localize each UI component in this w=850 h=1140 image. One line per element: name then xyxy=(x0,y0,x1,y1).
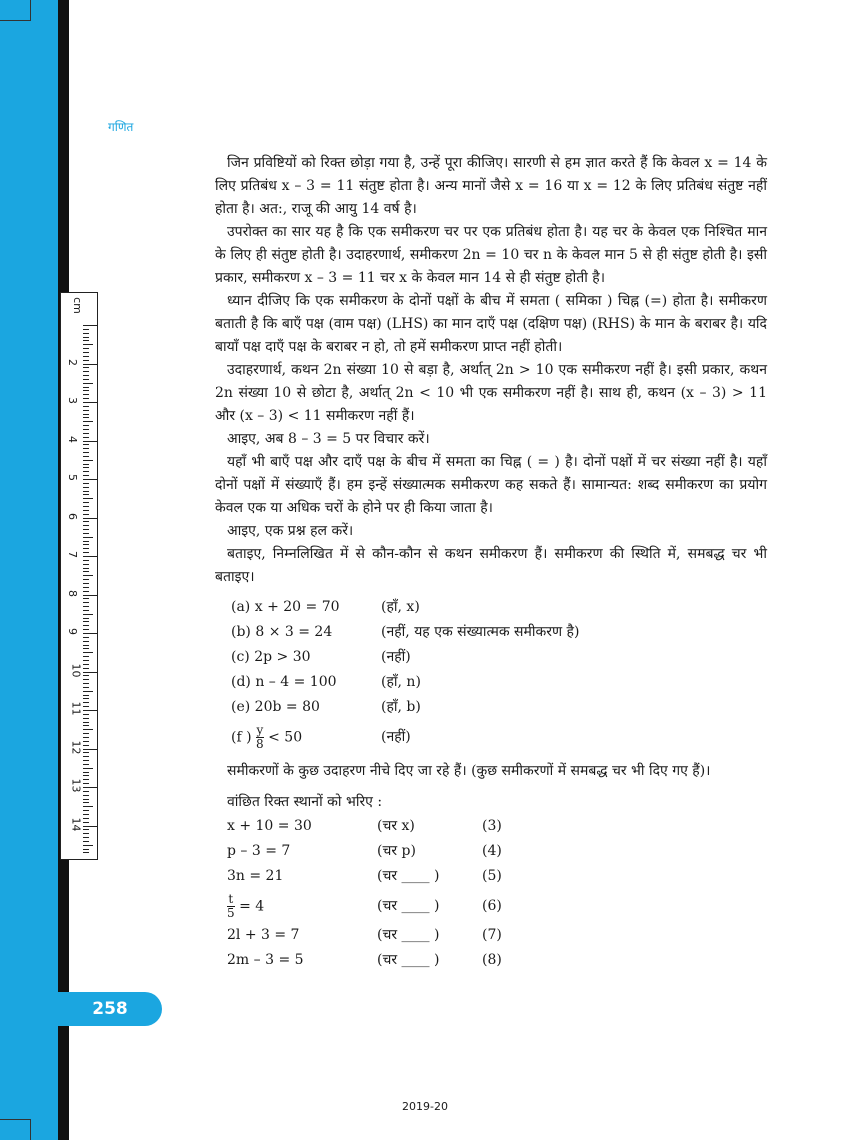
ruler-tick xyxy=(83,741,89,742)
ruler-tick xyxy=(83,491,89,492)
paragraph-3: ध्यान दीजिए कि एक समीकरण के दोनों पक्षों के बीच में समता ( समिका ) चिह्न (=) होता है। समीकरण बताती है कि बाएँ पक्ष (वाम पक्ष) (LHS) का मान दाएँ पक्ष (दक्षिण पक्ष) (RHS) के मान के बराबर है। यदि बायाँ पक्ष दाएँ पक्ष के बराबर न हो, तो हमें समीकरण प्राप्त नहीं होती। xyxy=(215,293,767,355)
ruler-tick xyxy=(83,710,97,711)
ruler-tick xyxy=(83,456,89,457)
ruler-tick xyxy=(83,675,89,676)
ruler-tick xyxy=(83,610,89,611)
paragraph-4: उदाहरणार्थ, कथन 2n संख्या 10 से बड़ा है, अर्थात् 2n > 10 एक समीकरण नहीं है। इसी प्रकार, कथन 2n संख्या 10 से छोटा है, अर्थात् 2n < 10 भी एक समीकरण नहीं है। साथ ही, कथन (x – 3) > 11 और (x – 3) < 11 समीकरण नहीं हैं। xyxy=(215,362,767,424)
ruler-tick xyxy=(83,371,89,372)
ruler-tick xyxy=(83,852,89,853)
ruler-tick xyxy=(83,360,89,361)
ruler-tick xyxy=(83,433,89,434)
statement-expression: (b) 8 × 3 = 24 xyxy=(231,624,333,640)
ruler-tick xyxy=(83,348,89,349)
statement-answer: (हाँ, n) xyxy=(381,674,421,690)
ruler-tick xyxy=(83,806,93,807)
ruler-tick xyxy=(83,437,89,438)
statement-answer: (नहीं) xyxy=(381,649,411,665)
ruler-tick xyxy=(83,375,89,376)
ruler-tick xyxy=(83,621,89,622)
ruler-tick xyxy=(83,564,89,565)
ruler-tick xyxy=(83,648,89,649)
ruler-tick xyxy=(83,660,89,661)
ruler-tick xyxy=(83,402,97,403)
fill-blanks-intro: वांछित रिक्त स्थानों को भरिए : xyxy=(227,794,383,810)
equation-row: 2l + 3 = 7 (चर ____ ) (7) xyxy=(227,927,502,943)
ruler-tick xyxy=(83,425,89,426)
examples-intro: समीकरणों के कुछ उदाहरण नीचे दिए जा रहे हैं। (कुछ समीकरणों में समबद्ध चर भी दिए गए हैं)। xyxy=(227,763,711,779)
ruler-tick xyxy=(83,421,93,422)
ruler-tick xyxy=(83,749,97,750)
ruler-tick xyxy=(83,518,97,519)
ruler-tick xyxy=(83,467,89,468)
ruler-tick xyxy=(83,529,89,530)
ruler-tick xyxy=(83,537,93,538)
statement-row xyxy=(231,720,767,754)
ruler-tick xyxy=(83,641,89,642)
ruler-tick xyxy=(83,810,89,811)
ruler-tick xyxy=(83,752,89,753)
statement-row xyxy=(231,645,767,670)
ruler-tick xyxy=(83,691,93,692)
ruler-tick xyxy=(83,637,89,638)
statement-answer: (नहीं) xyxy=(381,728,411,745)
ruler-tick xyxy=(83,602,89,603)
ruler-tick xyxy=(83,548,89,549)
ruler-tick xyxy=(83,329,89,330)
side-margin-band xyxy=(0,0,58,1140)
ruler-tick xyxy=(83,672,97,673)
equation-list xyxy=(215,814,767,973)
paragraph-1: जिन प्रविष्टियों को रिक्त छोड़ा गया है, उन्हें पूरा कीजिए। सारणी से हम ज्ञात करते हैं कि केवल x = 14 के लिए प्रतिबंध x – 3 = 11 संतुष्ट होता है। अन्य मानों जैसे x = 16 या x = 12 के लिए प्रतिबंध संतुष्ट नहीं होता है। अत:, राजू की आयु 14 वर्ष है। xyxy=(215,155,767,217)
ruler-tick xyxy=(83,344,93,345)
ruler-tick xyxy=(83,629,89,630)
statement-expression: (c) 2p > 30 xyxy=(231,649,311,665)
ruler-tick xyxy=(83,633,97,634)
ruler-tick xyxy=(83,340,89,341)
equation-row: $\frac{t}{5}$ = 4 (चर ____ ) (6) xyxy=(227,891,502,920)
ruler-tick xyxy=(83,510,89,511)
ruler-tick xyxy=(83,664,89,665)
ruler-number: 5 xyxy=(66,474,79,481)
statement-answer: (हाँ, b) xyxy=(381,699,421,715)
statement-row xyxy=(231,695,767,720)
ruler-tick xyxy=(83,487,89,488)
ruler-tick xyxy=(83,698,89,699)
ruler-tick xyxy=(83,471,89,472)
ruler-tick xyxy=(83,464,89,465)
ruler-tick xyxy=(83,795,89,796)
ruler-tick xyxy=(83,406,89,407)
ruler-tick xyxy=(83,845,93,846)
ruler-tick xyxy=(83,598,89,599)
ruler-tick xyxy=(83,760,89,761)
ruler-image xyxy=(60,292,98,860)
fraction: $\frac{y}{8}$ xyxy=(256,722,264,751)
ruler-tick xyxy=(83,775,89,776)
ruler-number: 7 xyxy=(66,551,79,558)
ruler-number: 3 xyxy=(66,397,79,404)
ruler-tick xyxy=(83,818,89,819)
ruler-tick xyxy=(83,448,89,449)
ruler-tick xyxy=(83,494,89,495)
ruler-tick xyxy=(83,833,89,834)
ruler-tick xyxy=(83,452,89,453)
paragraph-2: उपरोक्त का सार यह है कि एक समीकरण चर पर एक प्रतिबंध होता है। यह चर के केवल एक निश्चित मान के लिए ही संतुष्ट होती है। उदाहरणार्थ, समीकरण 2n = 10 चर n के केवल मान 5 से ही संतुष्ट होती है। इसी प्रकार, समीकरण x – 3 = 11 चर x के केवल मान 14 से ही संतुष्ट होती है। xyxy=(215,224,767,286)
ruler-tick xyxy=(83,460,93,461)
ruler-tick xyxy=(83,614,93,615)
ruler-tick xyxy=(83,367,89,368)
ruler-tick xyxy=(83,826,97,827)
ruler-number: 13 xyxy=(69,778,83,793)
equation-row: p – 3 = 7 (चर p) (4) xyxy=(227,843,502,859)
statement-expression: (a) x + 20 = 70 xyxy=(231,599,340,615)
ruler-tick xyxy=(83,668,89,669)
ruler-tick xyxy=(83,591,89,592)
ruler-tick xyxy=(83,441,97,442)
ruler-tick xyxy=(83,552,89,553)
paragraph-8: बताइए, निम्नलिखित में से कौन-कौन से कथन समीकरण हैं। समीकरण की स्थिति में, समबद्ध चर भी बताइए। xyxy=(215,546,767,585)
ruler-tick xyxy=(83,745,89,746)
ruler-tick xyxy=(83,560,89,561)
ruler-tick xyxy=(83,606,89,607)
page-number-badge: 258 xyxy=(58,992,162,1026)
ruler-tick xyxy=(83,579,89,580)
statement-expression: (f ) $\frac{y}{8}$ < 50 xyxy=(231,722,303,751)
fraction: $\frac{t}{5}$ xyxy=(227,891,235,920)
ruler-tick xyxy=(83,417,89,418)
crop-mark-bottom xyxy=(0,1119,31,1140)
ruler-tick xyxy=(83,772,89,773)
ruler-tick xyxy=(83,802,89,803)
ruler-tick xyxy=(83,571,89,572)
ruler-tick xyxy=(83,475,89,476)
ruler-number: 4 xyxy=(66,435,79,443)
statement-expression: (e) 20b = 80 xyxy=(231,699,320,715)
ruler-tick xyxy=(83,822,89,823)
ruler-tick xyxy=(83,729,93,730)
statement-expression: (d) n – 4 = 100 xyxy=(231,674,337,690)
ruler-tick xyxy=(83,502,89,503)
ruler-tick xyxy=(83,652,93,653)
ruler-tick xyxy=(83,356,89,357)
running-header: गणित xyxy=(108,120,134,134)
ruler-tick xyxy=(83,756,89,757)
ruler-tick xyxy=(83,352,89,353)
ruler-number: 14 xyxy=(69,817,83,831)
main-content xyxy=(215,152,767,973)
ruler-tick xyxy=(83,541,89,542)
ruler-tick xyxy=(83,333,89,334)
ruler-tick xyxy=(83,718,89,719)
ruler-tick xyxy=(83,737,89,738)
ruler-tick xyxy=(83,595,97,596)
ruler-tick xyxy=(83,799,89,800)
ruler-number: 9 xyxy=(66,628,79,635)
ruler-tick xyxy=(83,768,93,769)
ruler-tick xyxy=(83,725,89,726)
ruler-tick xyxy=(83,706,89,707)
statement-answer: (नहीं, यह एक संख्यात्मक समीकरण है) xyxy=(381,624,580,640)
ruler-number: 11 xyxy=(69,701,83,716)
ruler-tick xyxy=(83,829,89,830)
paragraph-6: यहाँ भी बाएँ पक्ष और दाएँ पक्ष के बीच में समता का चिह्न ( = ) है। दोनों पक्षों में चर संख्या नहीं है। यहाँ दोनों पक्षों में संख्याएँ हैं। हम इन्हें संख्यात्मक समीकरण कह सकते हैं। सामान्यत: शब्द समीकरण का प्रयोग केवल एक या अधिक चरों के होने पर ही किया जाता है। xyxy=(215,454,767,516)
ruler-tick xyxy=(83,337,89,338)
ruler-tick xyxy=(83,618,89,619)
paragraph-7: आइए, एक प्रश्न हल करें। xyxy=(227,523,354,539)
ruler-tick xyxy=(83,575,93,576)
ruler-tick xyxy=(83,325,97,326)
footer-year: 2019-20 xyxy=(402,1100,448,1113)
ruler-tick xyxy=(83,483,89,484)
ruler-tick xyxy=(83,764,89,765)
ruler-tick xyxy=(83,390,89,391)
ruler-number: 8 xyxy=(66,589,79,597)
ruler-tick xyxy=(83,679,89,680)
ruler-tick xyxy=(83,414,89,415)
ruler-tick xyxy=(83,379,89,380)
ruler-tick xyxy=(83,398,89,399)
ruler-tick xyxy=(83,444,89,445)
ruler-tick xyxy=(83,687,89,688)
ruler-tick xyxy=(83,783,89,784)
ruler-tick xyxy=(83,514,89,515)
ruler-tick xyxy=(83,583,89,584)
ruler-number: 10 xyxy=(69,663,83,677)
ruler-number: 12 xyxy=(69,740,83,754)
ruler-number: 6 xyxy=(66,512,79,520)
ruler-tick xyxy=(83,837,89,838)
equation-row: 2m – 3 = 5 (चर ____ ) (8) xyxy=(227,952,502,968)
ruler-tick xyxy=(83,841,89,842)
ruler-tick xyxy=(83,394,89,395)
ruler-tick xyxy=(83,506,89,507)
ruler-tick xyxy=(83,498,93,499)
ruler-tick xyxy=(83,695,89,696)
ruler-tick xyxy=(83,656,89,657)
ruler-tick xyxy=(83,544,89,545)
ruler-tick xyxy=(83,556,97,557)
ruler-tick xyxy=(83,849,89,850)
statement-row xyxy=(231,670,767,695)
ruler-tick xyxy=(83,791,89,792)
ruler-tick xyxy=(83,383,93,384)
ruler-tick xyxy=(83,683,89,684)
ruler-tick xyxy=(83,521,89,522)
ruler-tick xyxy=(83,779,89,780)
ruler-tick xyxy=(83,625,89,626)
ruler-tick xyxy=(83,364,97,365)
ruler-tick xyxy=(83,533,89,534)
statement-row xyxy=(231,595,767,620)
ruler-unit: cm xyxy=(70,297,84,314)
equation-row: 3n = 21 (चर ____ ) (5) xyxy=(227,868,502,884)
crop-mark-top xyxy=(0,0,31,21)
ruler-tick xyxy=(83,587,89,588)
equation-row: x + 10 = 30 (चर x) (3) xyxy=(227,818,502,834)
ruler-tick xyxy=(83,410,89,411)
ruler-tick xyxy=(83,429,89,430)
ruler-tick xyxy=(83,733,89,734)
statement-list xyxy=(231,595,767,754)
ruler-tick xyxy=(83,568,89,569)
ruler-number: 2 xyxy=(66,358,79,366)
ruler-tick xyxy=(83,645,89,646)
ruler-tick xyxy=(83,525,89,526)
ruler-tick xyxy=(83,702,89,703)
ruler-tick xyxy=(83,714,89,715)
ruler-tick xyxy=(83,814,89,815)
statement-answer: (हाँ, x) xyxy=(381,599,420,615)
statement-row xyxy=(231,620,767,645)
paragraph-5: आइए, अब 8 – 3 = 5 पर विचार करें। xyxy=(227,431,430,447)
ruler-tick xyxy=(83,387,89,388)
ruler-tick xyxy=(83,479,97,480)
ruler-tick xyxy=(83,787,97,788)
ruler-tick xyxy=(83,722,89,723)
